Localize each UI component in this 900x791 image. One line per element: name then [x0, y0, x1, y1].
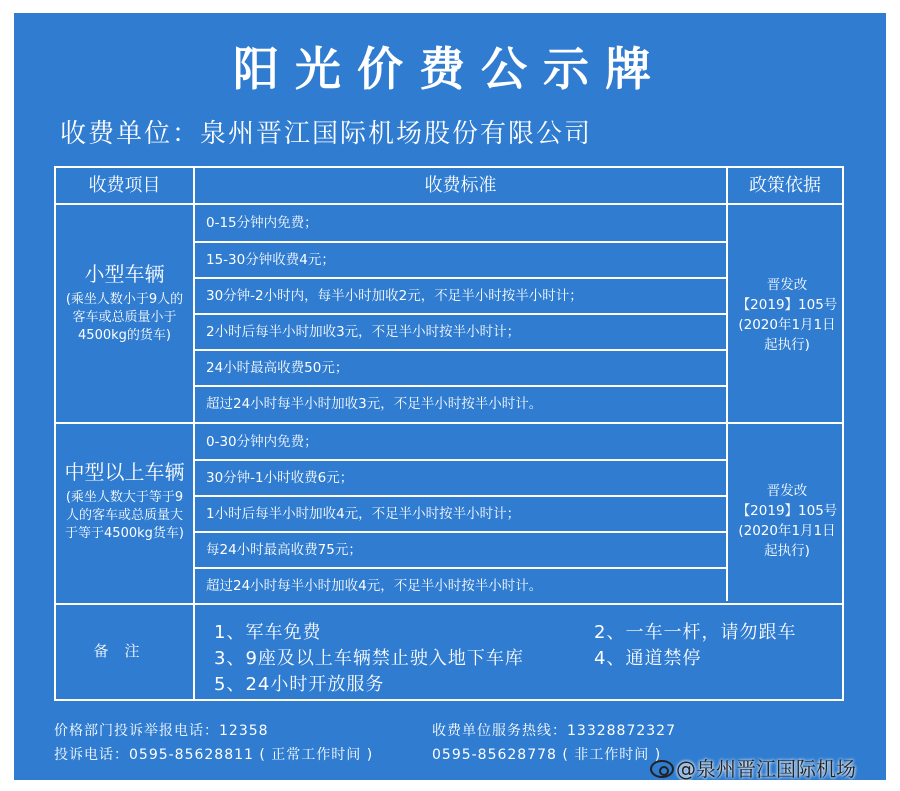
medium-rule-5: 超过24小时每半小时加收4元，不足半小时按半小时计。	[206, 578, 543, 594]
small-vehicle-name: 小型车辆	[84, 262, 165, 286]
medium-vehicle-desc: (乘坐人数大于等于9人的客车或总质量大于等于4500kg货车)	[65, 490, 184, 541]
policy-line: 起执行)	[764, 543, 810, 559]
policy-line: 晋发改	[766, 277, 808, 293]
small-policy	[728, 275, 846, 355]
remark-2: 2、一车一杆，请勿跟车	[594, 622, 797, 643]
policy-line: 【2019】105号	[736, 297, 838, 313]
small-vehicle-cell	[56, 258, 193, 345]
column-divider	[193, 168, 195, 699]
small-rule-3: 30分钟-2小时内，每半小时加收2元，不足半小时按半小时计；	[206, 288, 583, 304]
price-notice-board	[14, 13, 886, 780]
small-rule-5: 24小时最高收费50元；	[206, 360, 349, 376]
policy-line: 晋发改	[766, 483, 808, 499]
board-title: 阳光价费公示牌	[233, 42, 667, 96]
remark-1: 1、军车免费	[214, 622, 322, 643]
section-divider	[56, 603, 842, 605]
medium-rule-3: 1小时后每半小时加收4元，不足半小时按半小时计；	[206, 506, 521, 522]
policy-line: (2020年1月1日	[738, 523, 836, 539]
service-hotline: 收费单位服务热线：13328872327	[432, 723, 676, 739]
watermark-text: @泉州晋江国际机场	[676, 757, 856, 781]
medium-vehicle-name: 中型以上车辆	[64, 460, 185, 484]
medium-vehicle-cell	[56, 456, 193, 543]
small-rule-1: 0-15分钟内免费；	[206, 215, 318, 231]
complaint-day: 投诉电话：0595-85628811 ( 正常工作时间 )	[54, 747, 374, 763]
header-policy: 政策依据	[749, 175, 821, 196]
weibo-watermark	[650, 753, 856, 782]
weibo-icon	[650, 760, 674, 778]
policy-line: 【2019】105号	[736, 503, 838, 519]
policy-line: 起执行)	[764, 337, 810, 353]
remark-4: 4、通道禁停	[594, 648, 702, 669]
complaint-night: 0595-85628778 ( 非工作时间 )	[432, 747, 662, 763]
policy-line: (2020年1月1日	[738, 317, 836, 333]
charging-unit: 收费单位：泉州晋江国际机场股份有限公司	[60, 119, 593, 149]
remark-3: 3、9座及以上车辆禁止驶入地下车库	[214, 648, 524, 669]
medium-rule-1: 0-30分钟内免费；	[206, 434, 318, 450]
remarks-label: 备注	[93, 642, 156, 660]
fee-table	[54, 166, 844, 701]
header-item: 收费项目	[88, 175, 161, 196]
small-vehicle-desc: (乘坐人数小于9人的客车或总质量小于4500kg的货车)	[65, 292, 184, 343]
medium-policy	[728, 481, 846, 561]
small-rule-6: 超过24小时每半小时加收3元，不足半小时按半小时计。	[206, 396, 543, 412]
price-hotline: 价格部门投诉举报电话：12358	[54, 723, 269, 739]
medium-rule-4: 每24小时最高收费75元；	[206, 542, 362, 558]
small-rule-4: 2小时后每半小时加收3元，不足半小时按半小时计；	[206, 324, 521, 340]
small-rule-2: 15-30分钟收费4元；	[206, 252, 335, 268]
header-standard: 收费标准	[424, 175, 497, 196]
remark-5: 5、24小时开放服务	[214, 674, 385, 695]
medium-rule-2: 30分钟-1小时收费6元；	[206, 470, 354, 486]
